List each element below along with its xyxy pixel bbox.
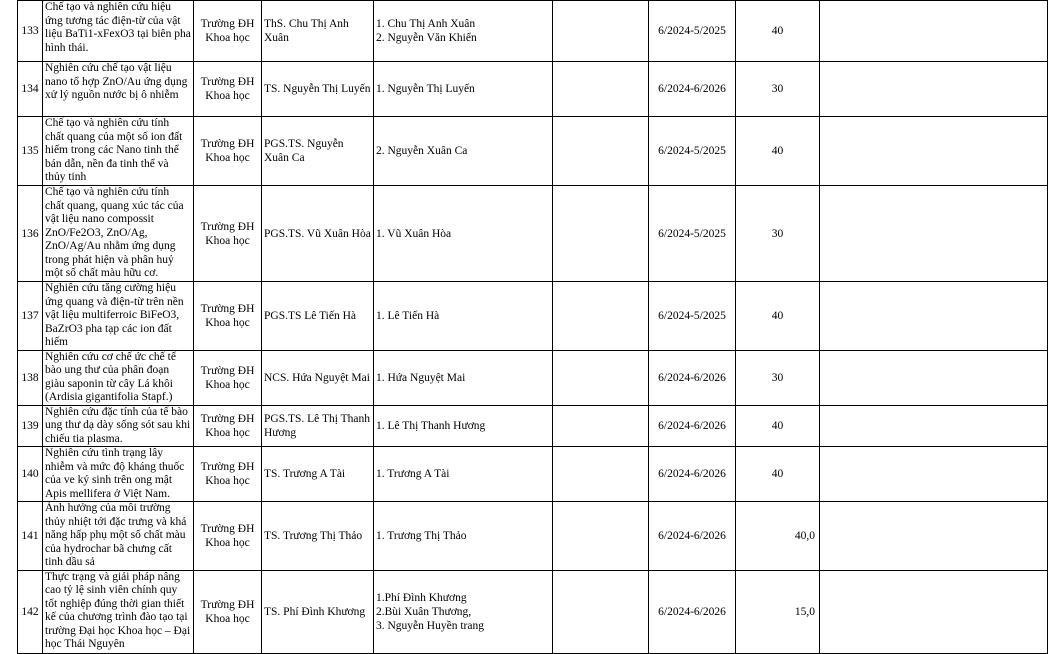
author-cell: TS. Trương Thị Thảo — [262, 502, 374, 571]
table-row — [18, 117, 1048, 186]
topic-cell: Chế tạo và nghiên cứu tính chất quang, quang xúc tác của vật liệu nano compossit ZnO/Fe2O3, ZnO/Ag, ZnO/Ag/Au nhằm ứng dụng trong phát hiện và phân huỷ một số chất màu hữu cơ. — [43, 186, 194, 282]
notes-cell — [820, 186, 1048, 282]
notes-cell — [820, 282, 1048, 351]
notes-cell — [820, 405, 1048, 447]
notes-cell — [820, 447, 1048, 502]
hours-cell: 40 — [736, 447, 820, 502]
members-cell — [374, 1, 553, 62]
hours-cell: 40 — [736, 405, 820, 447]
notes-cell — [820, 62, 1048, 117]
table-row — [18, 350, 1048, 405]
empty-cell — [553, 570, 649, 653]
empty-cell — [553, 117, 649, 186]
period-cell: 6/2024-6/2026 — [649, 502, 736, 571]
table-row — [18, 282, 1048, 351]
row-number-cell: 134 — [18, 62, 43, 117]
empty-cell — [553, 502, 649, 571]
member-line: 1. Hứa Nguyệt Mai — [376, 371, 466, 384]
members-cell — [374, 570, 553, 653]
unit-cell: Trường ĐH Khoa học — [194, 117, 262, 186]
unit-cell: Trường ĐH Khoa học — [194, 502, 262, 571]
author-cell: TS. Trương A Tài — [262, 447, 374, 502]
unit-cell: Trường ĐH Khoa học — [194, 186, 262, 282]
research-projects-table — [17, 0, 1048, 654]
empty-cell — [553, 62, 649, 117]
author-cell: PGS.TS. Nguyễn Xuân Ca — [262, 117, 374, 186]
topic-cell: Nghiên cứu chế tạo vật liệu nano tổ hợp ZnO/Au ứng dụng xử lý nguồn nước bị ô nhiễm — [43, 62, 194, 117]
members-cell — [374, 350, 553, 405]
member-line: 1. Nguyễn Thị Luyến — [376, 83, 475, 95]
member-line: 1. Lê Thị Thanh Hương — [376, 419, 486, 432]
unit-cell: Trường ĐH Khoa học — [194, 1, 262, 62]
period-cell: 6/2024-6/2026 — [649, 570, 736, 653]
table-row — [18, 502, 1048, 571]
topic-cell: Ảnh hưởng của môi trường thủy nhiệt tới đặc trưng và khả năng hấp phụ một số chất màu của hydrochar bã chưng cất tinh dầu sả — [43, 502, 194, 571]
empty-cell — [553, 350, 649, 405]
row-number-cell: 141 — [18, 502, 43, 571]
period-cell: 6/2024-5/2025 — [649, 117, 736, 186]
period-cell: 6/2024-5/2025 — [649, 186, 736, 282]
notes-cell — [820, 350, 1048, 405]
table-body — [18, 1, 1048, 654]
topic-cell: Nghiên cứu tăng cường hiệu ứng quang và điện-từ trên nền vật liệu multiferroic BiFeO3, BaZrO3 pha tạp các ion đất hiếm — [43, 282, 194, 351]
unit-cell: Trường ĐH Khoa học — [194, 405, 262, 447]
period-cell: 6/2024-6/2026 — [649, 405, 736, 447]
row-number-cell: 140 — [18, 447, 43, 502]
member-line: 2. Nguyễn Văn Khiển — [376, 32, 477, 44]
member-line: 1. Chu Thị Anh Xuân — [376, 18, 476, 30]
members-cell — [374, 62, 553, 117]
member-line: 1. Lê Tiến Hà — [376, 309, 440, 322]
author-cell: PGS.TS. Vũ Xuân Hòa — [262, 186, 374, 282]
row-number-cell: 133 — [18, 1, 43, 62]
members-cell — [374, 405, 553, 447]
member-line: 2.Bùi Xuân Thương, — [376, 605, 472, 618]
members-cell — [374, 282, 553, 351]
member-line: 2. Nguyễn Xuân Ca — [376, 145, 468, 157]
members-cell — [374, 447, 553, 502]
author-cell: PGS.TS Lê Tiến Hà — [262, 282, 374, 351]
topic-cell: Chế tạo và nghiên cứu tính chất quang của một số ion đất hiếm trong các Nano tinh thể bán dẫn, nền đa tinh thể và thủy tinh — [43, 117, 194, 186]
period-cell: 6/2024-6/2026 — [649, 62, 736, 117]
member-line: 1. Trương Thị Thảo — [376, 529, 467, 542]
author-cell: ThS. Chu Thị Anh Xuân — [262, 1, 374, 62]
table-row — [18, 570, 1048, 653]
empty-cell — [553, 1, 649, 62]
row-number-cell: 137 — [18, 282, 43, 351]
hours-cell: 30 — [736, 350, 820, 405]
row-number-cell: 142 — [18, 570, 43, 653]
member-line: 1.Phí Đình Khương — [376, 591, 467, 604]
notes-cell — [820, 570, 1048, 653]
period-cell: 6/2024-5/2025 — [649, 282, 736, 351]
notes-cell — [820, 117, 1048, 186]
author-cell: TS. Phí Đình Khương — [262, 570, 374, 653]
members-cell — [374, 117, 553, 186]
member-line: 1. Trương A Tài — [376, 468, 450, 480]
topic-cell: Nghiên cứu tình trạng lây nhiễm và mức độ kháng thuốc của ve ký sinh trên ong mật Apis mellifera ở Việt Nam. — [43, 447, 194, 502]
author-cell: PGS.TS. Lê Thị Thanh Hương — [262, 405, 374, 447]
notes-cell — [820, 502, 1048, 571]
hours-cell: 30 — [736, 62, 820, 117]
unit-cell: Trường ĐH Khoa học — [194, 570, 262, 653]
table-row — [18, 62, 1048, 117]
hours-cell: 40 — [736, 1, 820, 62]
notes-cell — [820, 1, 1048, 62]
unit-cell: Trường ĐH Khoa học — [194, 350, 262, 405]
author-cell: NCS. Hứa Nguyệt Mai — [262, 350, 374, 405]
period-cell: 6/2024-5/2025 — [649, 1, 736, 62]
hours-cell: 40 — [736, 282, 820, 351]
unit-cell: Trường ĐH Khoa học — [194, 62, 262, 117]
row-number-cell: 138 — [18, 350, 43, 405]
empty-cell — [553, 405, 649, 447]
row-number-cell: 136 — [18, 186, 43, 282]
table-row — [18, 405, 1048, 447]
hours-cell: 30 — [736, 186, 820, 282]
members-cell — [374, 502, 553, 571]
hours-cell: 40,0 — [736, 502, 820, 571]
empty-cell — [553, 282, 649, 351]
member-line: 1. Vũ Xuân Hòa — [376, 227, 452, 240]
members-cell — [374, 186, 553, 282]
table-row — [18, 447, 1048, 502]
hours-cell: 15,0 — [736, 570, 820, 653]
row-number-cell: 139 — [18, 405, 43, 447]
period-cell: 6/2024-6/2026 — [649, 350, 736, 405]
author-cell: TS. Nguyễn Thị Luyến — [262, 62, 374, 117]
hours-cell: 40 — [736, 117, 820, 186]
topic-cell: Thực trạng và giải pháp nâng cao tỷ lệ sinh viên chính quy tốt nghiệp đúng thời gian thiết kế của chương trình đào tạo tại trường Đại học Khoa học – Đại học Thái Nguyên — [43, 570, 194, 653]
unit-cell: Trường ĐH Khoa học — [194, 282, 262, 351]
empty-cell — [553, 186, 649, 282]
row-number-cell: 135 — [18, 117, 43, 186]
table-row — [18, 1, 1048, 62]
topic-cell: Chế tạo và nghiên cứu hiệu ứng tương tác điện-từ của vật liệu BaTi1-xFexO3 tại biên pha hình thái. — [43, 1, 194, 62]
unit-cell: Trường ĐH Khoa học — [194, 447, 262, 502]
empty-cell — [553, 447, 649, 502]
period-cell: 6/2024-6/2026 — [649, 447, 736, 502]
topic-cell: Nghiên cứu đặc tính của tế bào ung thư dạ dày sống sót sau khi chiếu tia plasma. — [43, 405, 194, 447]
table-row — [18, 186, 1048, 282]
topic-cell: Nghiên cứu cơ chế ức chế tế bào ung thư của phân đoạn giàu saponin từ cây Lá khôi (Ardisia gigantifolia Stapf.) — [43, 350, 194, 405]
member-line: 3. Nguyễn Huyền trang — [376, 619, 484, 632]
